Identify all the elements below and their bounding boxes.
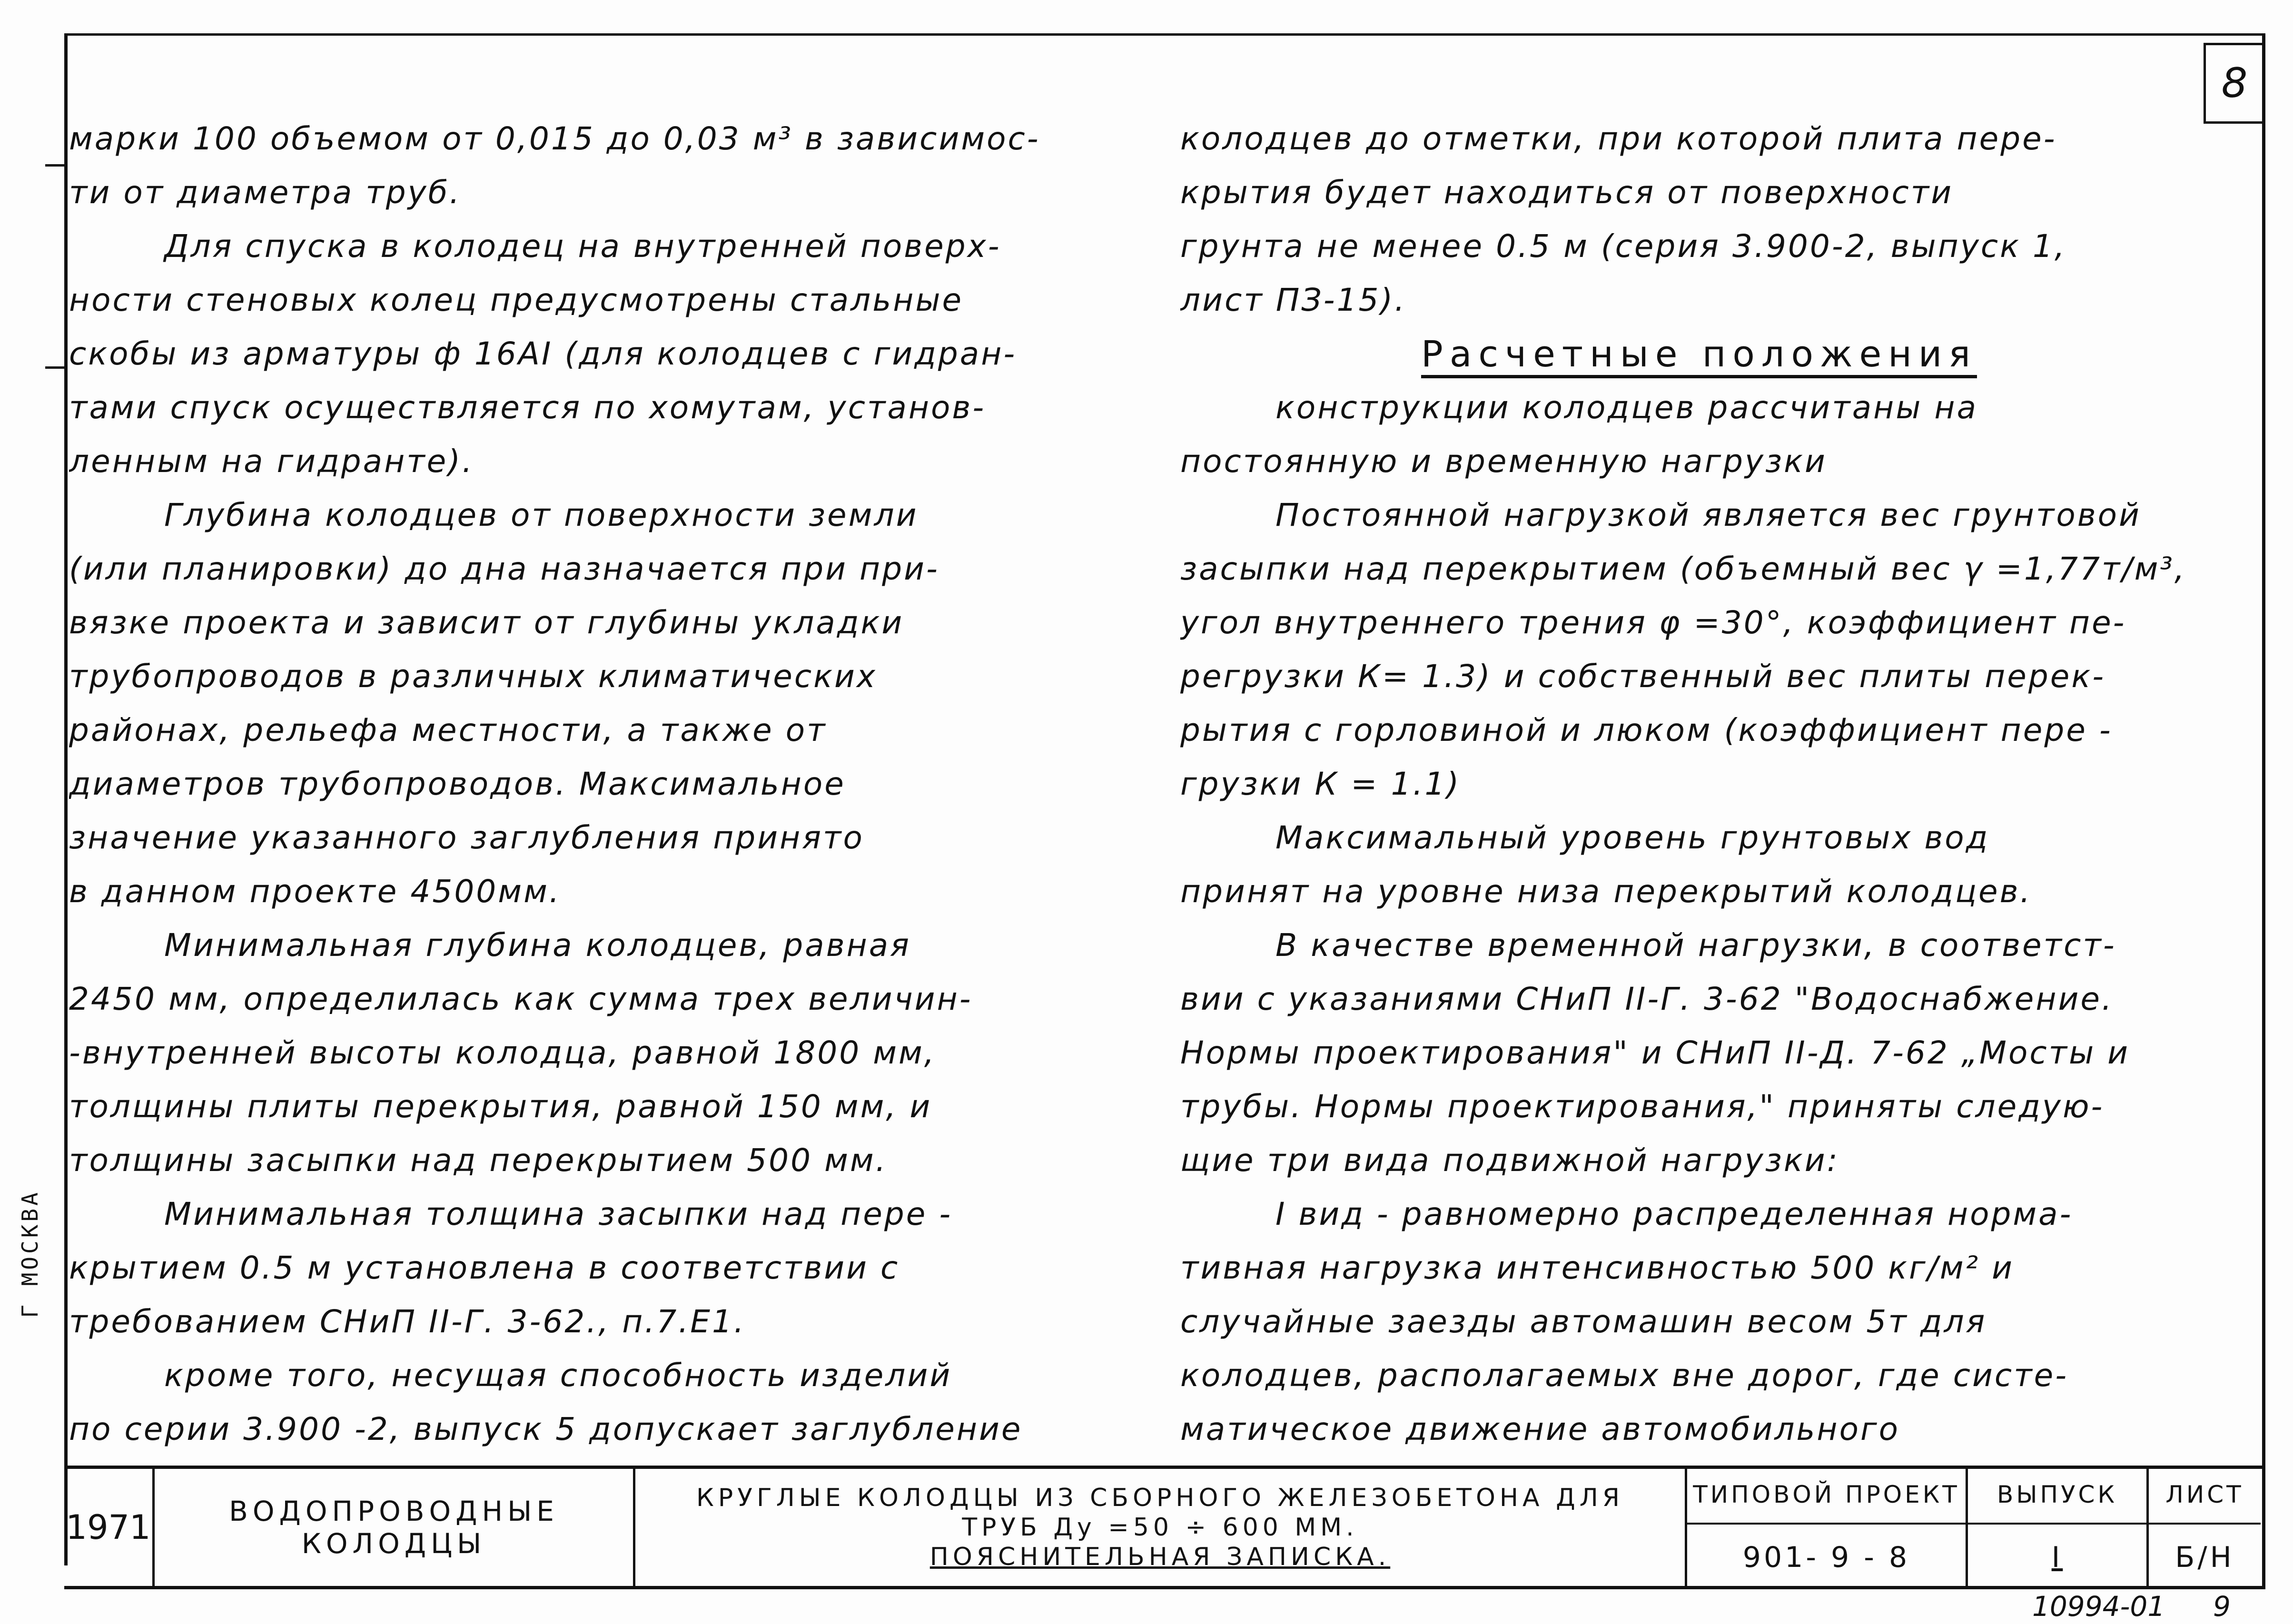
text-line: ти от диаметра труб. — [69, 174, 462, 211]
text-line: Постоянной нагрузкой является вес грунтовой — [1275, 497, 2141, 533]
text-line: грунта не менее 0.5 м (серия 3.900-2, выпуск 1, — [1180, 228, 2066, 265]
text-line: В качестве временной нагрузки, в соответст- — [1275, 927, 2116, 964]
side-stamp — [7, 937, 52, 1570]
text-line: Нормы проектирования" и СНиП II-Д. 7-62 „Мосты и — [1180, 1034, 2130, 1071]
text-line: толщины засыпки над перекрытием 500 мм. — [69, 1142, 888, 1179]
project-value: 901- 9 - 8 — [1742, 1541, 1910, 1574]
name-line: ВОДОПРОВОДНЫЕ — [229, 1495, 559, 1527]
text-line: конструкции колодцев рассчитаны на — [1275, 389, 1978, 426]
text-line: (или планировки) до дна назначается при при- — [69, 551, 939, 587]
text-line: случайные заезды автомашин весом 5т для — [1180, 1303, 1987, 1340]
archive-number: 10994-01 — [2032, 1590, 2165, 1623]
title-block-year — [64, 1469, 155, 1586]
text-line: Максимальный уровень грунтовых вод — [1275, 819, 1990, 856]
right-text-column — [1180, 112, 2218, 1456]
text-line: колодцев до отметки, при которой плита пере- — [1180, 120, 2057, 157]
side-stamp-text: Г МОСКВА — [17, 1190, 43, 1318]
text-line: Глубина колодцев от поверхности земли — [164, 497, 919, 533]
text-line: лист ПЗ-15). — [1180, 282, 1407, 318]
text-line: вязке проекта и зависит от глубины укладки — [69, 604, 904, 641]
text-line: вии с указаниями СНиП II-Г. 3-62 "Водоснабжение. — [1180, 981, 2114, 1017]
left-text-column — [69, 112, 1107, 1456]
project-label: ТИПОВОЙ ПРОЕКТ — [1687, 1481, 1966, 1525]
text-line: толщины плиты перекрытия, равной 150 мм, и — [69, 1088, 932, 1125]
issue-value: I — [2051, 1541, 2063, 1574]
text-line: тивная нагрузка интенсивностью 500 кг/м² и — [1180, 1250, 2014, 1286]
text-line: кроме того, несущая способность изделий — [164, 1357, 952, 1394]
text-line: рытия с горловиной и люком (коэффициент пере - — [1180, 712, 2113, 748]
text-line: требованием СНиП II-Г. 3-62., п.7.Е1. — [69, 1303, 746, 1340]
text-line: угол внутреннего трения φ =30°, коэффициент пе- — [1180, 604, 2126, 641]
text-line: диаметров трубопроводов. Максимальное — [69, 766, 846, 802]
text-line: значение указанного заглубления принято — [69, 819, 864, 856]
title-block-description — [635, 1469, 1687, 1586]
text-line: грузки К = 1.1) — [1180, 766, 1461, 802]
text-line: Минимальная толщина засыпки над пере - — [164, 1196, 953, 1232]
text-line: засыпки над перекрытием (объемный вес γ =1,77т/м³, — [1180, 551, 2186, 587]
text-line: ности стеновых колец предусмотрены стальные — [69, 282, 964, 318]
text-line: принят на уровне низа перекрытий колодцев. — [1180, 873, 2032, 910]
title-block-issue — [1968, 1469, 2149, 1586]
text-line: -внутренней высоты колодца, равной 1800 мм, — [69, 1034, 936, 1071]
text-line: районах, рельефа местности, а также от — [69, 712, 827, 748]
text-line: регрузки К= 1.3) и собственный вес плиты перек- — [1180, 658, 2106, 695]
frame-left-border — [64, 33, 68, 1565]
description-line: ТРУБ Ду =50 ÷ 600 ММ. — [962, 1513, 1358, 1542]
description-line: ПОЯСНИТЕЛЬНАЯ ЗАПИСКА. — [929, 1543, 1391, 1571]
year: 1971 — [66, 1508, 151, 1547]
text-line: колодцев, располагаемых вне дорог, где систе- — [1180, 1357, 2069, 1394]
sheet-label: ЛИСТ — [2149, 1481, 2261, 1525]
title-block-sheet — [2149, 1469, 2261, 1586]
title-block — [64, 1466, 2265, 1589]
text-line: Минимальная глубина колодцев, равная — [164, 927, 911, 964]
title-block-project — [1687, 1469, 1968, 1586]
text-line: в данном проекте 4500мм. — [69, 873, 561, 910]
name-line: КОЛОДЦЫ — [301, 1527, 486, 1560]
text-line: тами спуск осуществляется по хомутам, установ- — [69, 389, 986, 426]
page-number: 9 — [2213, 1590, 2231, 1623]
text-line: постоянную и временную нагрузки — [1180, 443, 1827, 480]
text-line: крытием 0.5 м установлена в соответствии с — [69, 1250, 900, 1286]
text-line: по серии 3.900 -2, выпуск 5 допускает заглубление — [69, 1411, 1023, 1447]
text-line: I вид - равномерно распределенная норма- — [1275, 1196, 2073, 1232]
margin-tick — [45, 366, 64, 369]
frame-right-border — [2262, 33, 2265, 1589]
text-line: матическое движение автомобильного — [1180, 1411, 1900, 1447]
title-block-name — [155, 1469, 635, 1586]
text-line: щие три вида подвижной нагрузки: — [1180, 1142, 1839, 1179]
text-line: 2450 мм, определилась как сумма трех величин- — [69, 981, 973, 1017]
text-line: трубопроводов в различных климатических — [69, 658, 877, 695]
text-line: скобы из арматуры ф 16AI (для колодцев с гидран- — [69, 335, 1017, 372]
sheet-value: Б/Н — [2175, 1541, 2234, 1574]
issue-label: ВЫПУСК — [1968, 1481, 2146, 1525]
text-line: крытия будет находиться от поверхности — [1180, 174, 1954, 211]
sheet-number: 8 — [2221, 59, 2248, 107]
frame-top-border — [64, 33, 2263, 36]
description-line: КРУГЛЫЕ КОЛОДЦЫ ИЗ СБОРНОГО ЖЕЛЕЗОБЕТОНА ДЛЯ — [696, 1484, 1624, 1512]
section-heading: Расчетные положения — [1421, 333, 1977, 375]
text-line: ленным на гидранте). — [69, 443, 474, 480]
text-line: Для спуска в колодец на внутренней поверх- — [164, 228, 1001, 265]
text-line: трубы. Нормы проектирования," приняты следую- — [1180, 1088, 2105, 1125]
text-line: марки 100 объемом от 0,015 до 0,03 м³ в зависимос- — [69, 120, 1040, 157]
margin-tick — [45, 164, 64, 167]
